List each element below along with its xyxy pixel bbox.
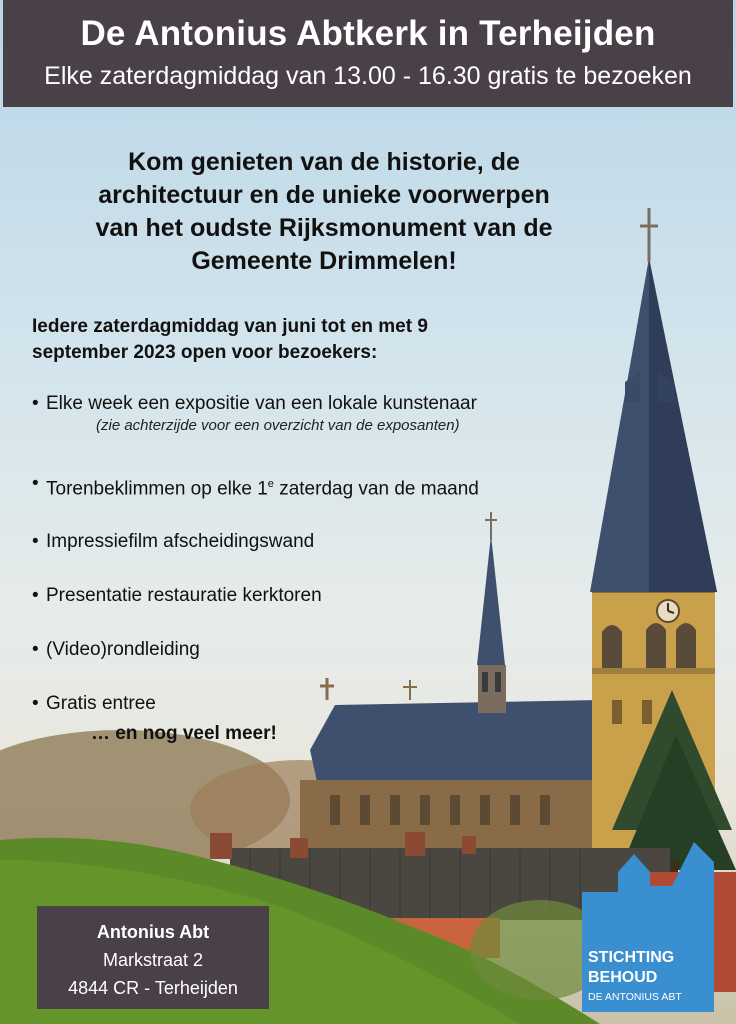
and-more-text: … en nog veel meer!: [91, 723, 277, 744]
headline-line: Kom genieten van de historie, de: [128, 148, 520, 176]
opening-hours: Elke zaterdagmiddag van 13.00 - 16.30 gratis te bezoeken: [44, 62, 692, 90]
intro-line: Iedere zaterdagmiddag van juni tot en met 9: [32, 316, 428, 337]
headline-line: architectuur en de unieke voorwerpen: [98, 181, 550, 209]
page-title: De Antonius Abtkerk in Terheijden: [80, 14, 656, 53]
header-banner: [3, 0, 733, 107]
list-item-text: zaterdag van de maand: [273, 478, 479, 500]
list-item: [32, 584, 592, 608]
list-item: [32, 472, 592, 501]
foundation-logo: [582, 842, 714, 1012]
list-item-text: (Video)rondleiding: [46, 639, 200, 661]
activities-list: [32, 392, 592, 716]
list-item-text: Gratis entree: [46, 693, 156, 715]
list-item: [32, 530, 592, 554]
address-name: Antonius Abt: [96, 922, 210, 942]
list-item-text: Presentatie restauratie kerktoren: [46, 585, 322, 607]
list-item-text: Impressiefilm afscheidingswand: [46, 531, 315, 553]
ordinal-superscript: e: [267, 478, 274, 490]
intro-line: september 2023 open voor bezoekers:: [32, 342, 378, 363]
logo-line-3: DE ANTONIUS ABT: [588, 991, 682, 1003]
list-item: [32, 392, 592, 436]
address-street: Markstraat 2: [102, 950, 204, 970]
intro-text: [32, 314, 552, 366]
headline-line: Gemeente Drimmelen!: [191, 247, 457, 275]
list-item: [32, 638, 592, 662]
church-silhouette-icon: [582, 842, 714, 1012]
address-box: [37, 906, 269, 1009]
headline: [14, 146, 634, 278]
logo-line-1: STICHTING: [588, 949, 675, 966]
logo-line-2: BEHOUD: [588, 969, 658, 986]
exhibitors-note: (zie achterzijde voor een overzicht van de exposanten): [96, 417, 460, 434]
address-city: 4844 CR - Terheijden: [68, 978, 238, 998]
headline-line: van het oudste Rijksmonument van de: [95, 214, 553, 242]
list-item-text: Torenbeklimmen op elke 1: [46, 478, 268, 500]
list-item-text: Elke week een expositie van een lokale kunstenaar: [46, 393, 477, 414]
list-item: [32, 692, 592, 716]
